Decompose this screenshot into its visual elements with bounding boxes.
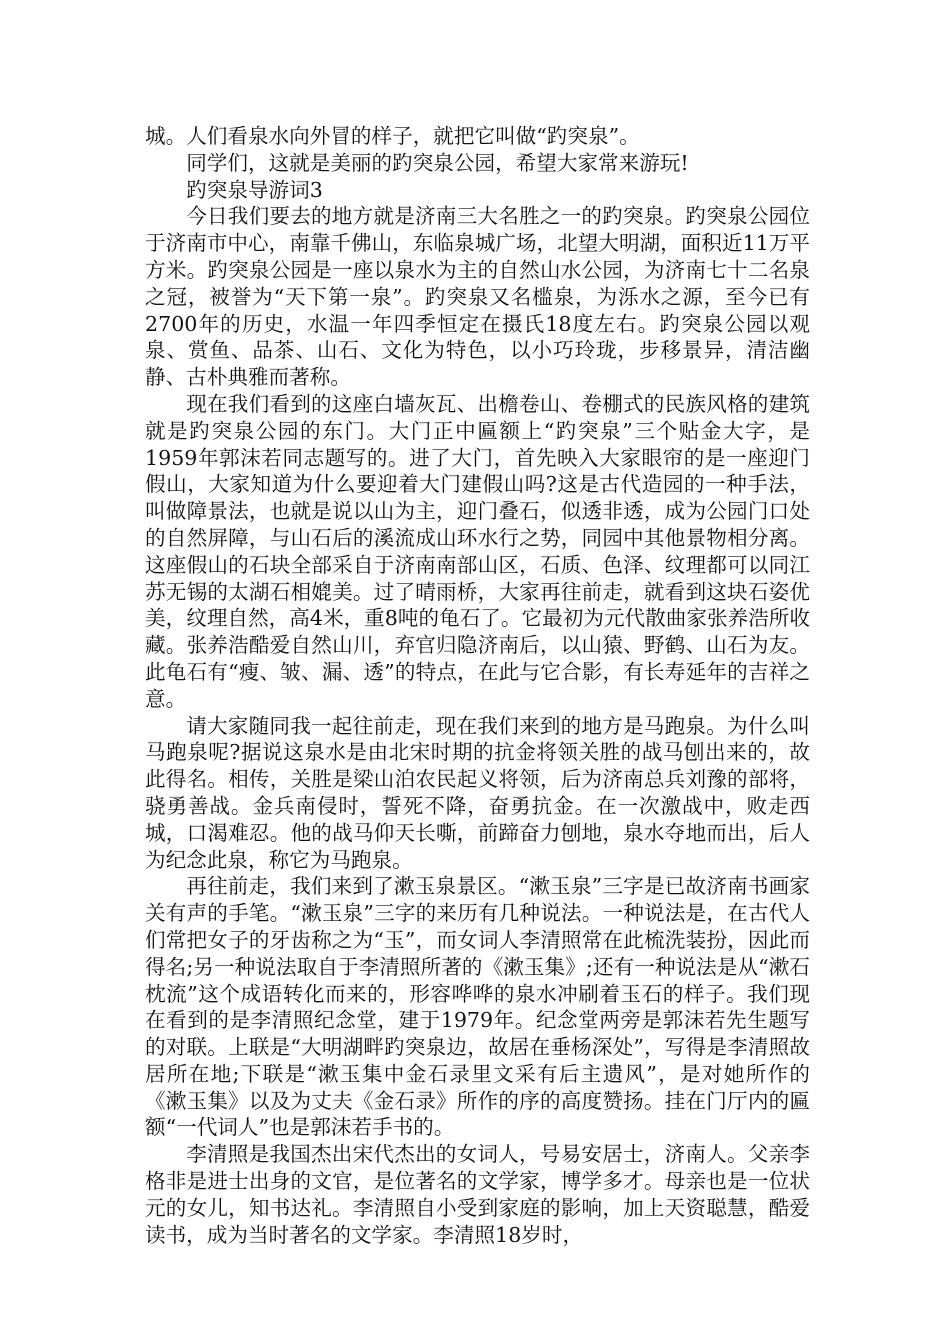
paragraph-mapao-spring: 请大家随同我一起往前走，现在我们来到的地方是马跑泉。为什么叫马跑泉呢?据说这泉水是由北宋时期的抗金将领关胜的战马刨出来的，故此得名。相传，关胜是梁山泊农民起义将领，后为济南总兵刘豫的部将，骁勇善战。金兵南侵时，誓死不降，奋勇抗金。在一次激战中，败走西城，口渴难忍。他的战马仰天长嘶，前蹄奋力刨地，泉水夺地而出，后人为纪念此泉，称它为马跑泉。 bbox=[145, 713, 810, 872]
paragraph-east-gate: 现在我们看到的这座白墙灰瓦、出檐卷山、卷棚式的民族风格的建筑就是趵突泉公园的东门。大门正中匾额上“趵突泉”三个贴金大字，是1959年郭沫若同志题写的。进了大门，首先映入大家眼帘的是一座迎门假山，大家知道为什么要迎着大门建假山吗?这是古代造园的一种手法，叫做障景法，也就是说以山为主，迎门叠石，似透非透，成为公园门口处的自然屏障，与山石后的溪流成山环水行之势，同园中其他景物相分离。这座假山的石块全部采自于济南南部山区，石质、色泽、纹理都可以同江苏无锡的太湖石相媲美。过了晴雨桥，大家再往前走，就看到这块石姿优美，纹理自然，高4米，重8吨的龟石了。它最初为元代散曲家张养浩所收藏。张养浩酷爱自然山川，弃官归隐济南后，以山猿、野鹤、山石为友。此龟石有“瘦、皱、漏、透”的特点，在此与它合影，有长寿延年的吉祥之意。 bbox=[145, 391, 810, 711]
paragraph-closing: 同学们，这就是美丽的趵突泉公园，希望大家常来游玩! bbox=[186, 150, 689, 175]
section-heading: 趵突泉导游词3 bbox=[186, 177, 323, 202]
paragraph-intro: 今日我们要去的地方就是济南三大名胜之一的趵突泉。趵突泉公园位于济南市中心，南靠千佛山，东临泉城广场，北望大明湖，面积近11万平方米。趵突泉公园是一座以泉水为主的自然山水公园，为济南七十二名泉之冠，被誉为“天下第一泉”。趵突泉又名槛泉，为泺水之源，至今已有2700年的历史，水温一年四季恒定在摄氏18度左右。趵突泉公园以观泉、赏鱼、品茶、山石、文化为特色，以小巧玲珑，步移景异，清洁幽静、古朴典雅而著称。 bbox=[145, 204, 810, 390]
document-page bbox=[145, 123, 810, 1248]
paragraph-continuation: 城。人们看泉水向外冒的样子，就把它叫做“趵突泉”。 bbox=[145, 124, 640, 148]
paragraph-shuyu-spring: 再往前走，我们来到了漱玉泉景区。“漱玉泉”三字是已故济南书画家关有声的手笔。“漱玉泉”三字的来历有几种说法。一种说法是，在古代人们常把女子的牙齿称之为“玉”，而女词人李清照常在此梳洗装扮，因此而得名;另一种说法取自于李清照所著的《漱玉集》;还有一种说法是从“漱石枕流”这个成语转化而来的，形容哗哗的泉水冲刷着玉石的样子。我们现在看到的是李清照纪念堂，建于1979年。纪念堂两旁是郭沫若先生题写的对联。上联是“大明湖畔趵突泉边，故居在垂杨深处”，写得是李清照故居所在地;下联是“漱玉集中金石录里文采有后主遗风”，是对她所作的《漱玉集》以及为丈夫《金石录》所作的序的高度赞扬。挂在门厅内的匾额“一代词人”也是郭沫若手书的。 bbox=[145, 874, 810, 1140]
paragraph-li-qingzhao: 李清照是我国杰出宋代杰出的女词人，号易安居士，济南人。父亲李格非是进士出身的文官，是位著名的文学家，博学多才。母亲也是一位状元的女儿，知书达礼。李清照自小受到家庭的影响，加上天资聪慧，酷爱读书，成为当时著名的文学家。李清照18岁时， bbox=[145, 1142, 810, 1247]
